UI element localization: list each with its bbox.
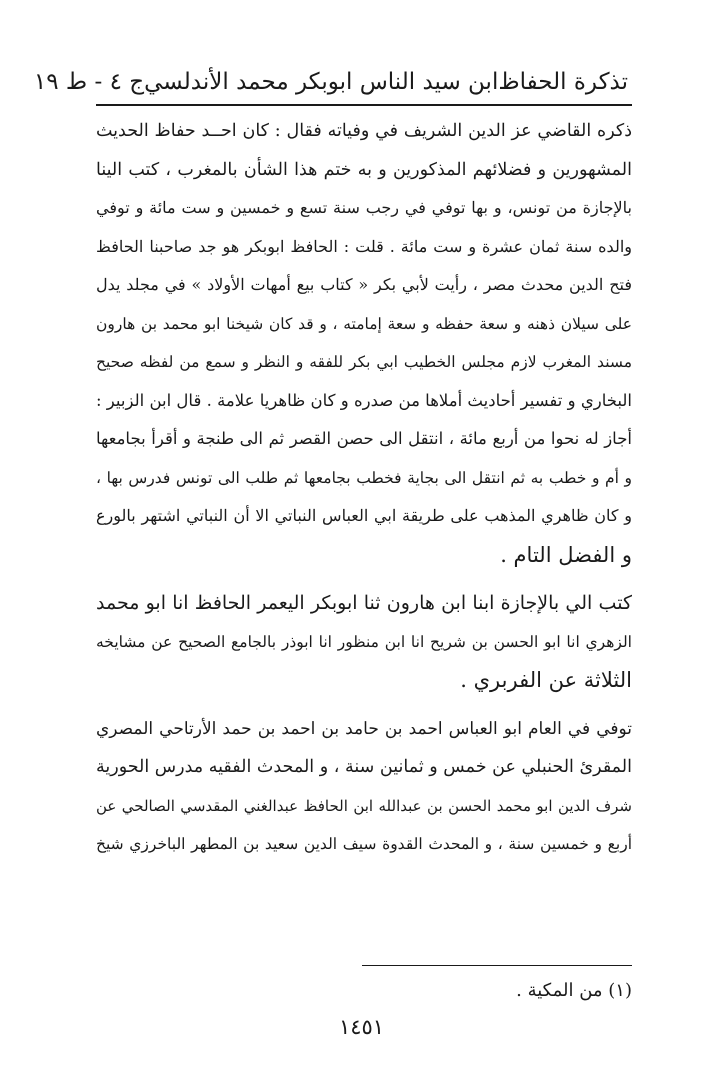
text-line: ذكره القاضي عز الدين الشريف في وفياته فقال : كان احــد حفاظ الحديث xyxy=(96,121,632,141)
paragraph xyxy=(96,584,632,700)
text-line: كتب الي بالإجازة ابنا ابن هارون ثنا ابوبكر اليعمر الحافظ انا ابو محمد xyxy=(96,592,632,614)
header-rule xyxy=(96,104,632,106)
text-line: و الفضل التام . xyxy=(500,542,632,567)
page-number: ١٤٥١ xyxy=(338,1015,385,1039)
text-line: توفي في العام ابو العباس احمد بن حامد بن احمد بن حمد الأرتاحي المصري xyxy=(96,718,632,739)
text-line: فتح الدين محدث مصر ، رأيت لأبي بكر « كتاب بيع أمهات الأولاد » في مجلد يدل xyxy=(96,275,632,294)
text-line: البخاري و تفسير أحاديث أملاها من صدره و كان ظاهريا علامة . قال ابن الزبير : xyxy=(96,390,632,410)
footnote: (١) من المكية . xyxy=(516,980,632,1001)
running-header xyxy=(33,62,628,102)
text-line: المقرئ الحنبلي عن خمس و ثمانين سنة ، و المحدث الفقيه مدرس الحورية xyxy=(96,757,632,777)
footnote-rule xyxy=(362,965,632,966)
text-line: أربع و خمسين سنة ، و المحدث القدوة سيف الدين سعيد بن المطهر الباخرزي شيخ xyxy=(96,835,632,853)
text-line: مسند المغرب لازم مجلس الخطيب ابي بكر للفقه و النظر و سمع من لفظه صحيح xyxy=(96,353,632,371)
text-line: على سيلان ذهنه و سعة حفظه و سعة إمامته ، و قد كان شيخنا ابو محمد بن هارون xyxy=(96,314,632,333)
text-line: بالإجازة من تونس، و بها توفي في رجب سنة تسع و خمسين و ست مائة و توفي xyxy=(96,198,632,217)
entry-name: ابن سيد الناس ابوبكر محمد الأندلسي xyxy=(144,69,499,95)
text-line: المشهورين و فضلائهم المذكورين و به ختم هذا الشأن بالمغرب ، كتب الينا xyxy=(96,159,632,180)
text-line: الزهري انا ابو الحسن بن شريح انا ابن منظور انا ابوذر بالجامع الصحيح عن مشايخه xyxy=(96,632,632,651)
text-line: الثلاثة عن الفربري . xyxy=(460,668,632,692)
volume-reference: ج ٤ - ط ١٩ xyxy=(33,69,145,95)
book-title: تذكرة الحفاظ xyxy=(498,69,628,95)
text-line: و أم و خطب به ثم انتقل الى بجاية فخطب بجامعها ثم طلب الى تونس فدرس بها ، xyxy=(96,468,632,487)
text-line: والده سنة ثمان عشرة و ست مائة . قلت : الحافظ ابوبكر هو جد صاحبنا الحافظ xyxy=(96,236,632,256)
body-text xyxy=(96,112,632,864)
paragraph-gap xyxy=(96,574,632,584)
paragraph xyxy=(96,710,632,864)
text-line: شرف الدين ابو محمد الحسن بن عبدالله ابن الحافظ عبدالغني المقدسي الصالحي عن xyxy=(96,796,632,815)
paragraph-gap xyxy=(96,700,632,710)
text-line: و كان ظاهري المذهب على طريقة ابي العباس النباتي الا أن النباتي اشتهر بالورع xyxy=(96,506,632,525)
paragraph xyxy=(96,112,632,574)
text-line: أجاز له نحوا من أربع مائة ، انتقل الى حصن القصر ثم الى طنجة و أقرأ بجامعها xyxy=(96,429,632,448)
